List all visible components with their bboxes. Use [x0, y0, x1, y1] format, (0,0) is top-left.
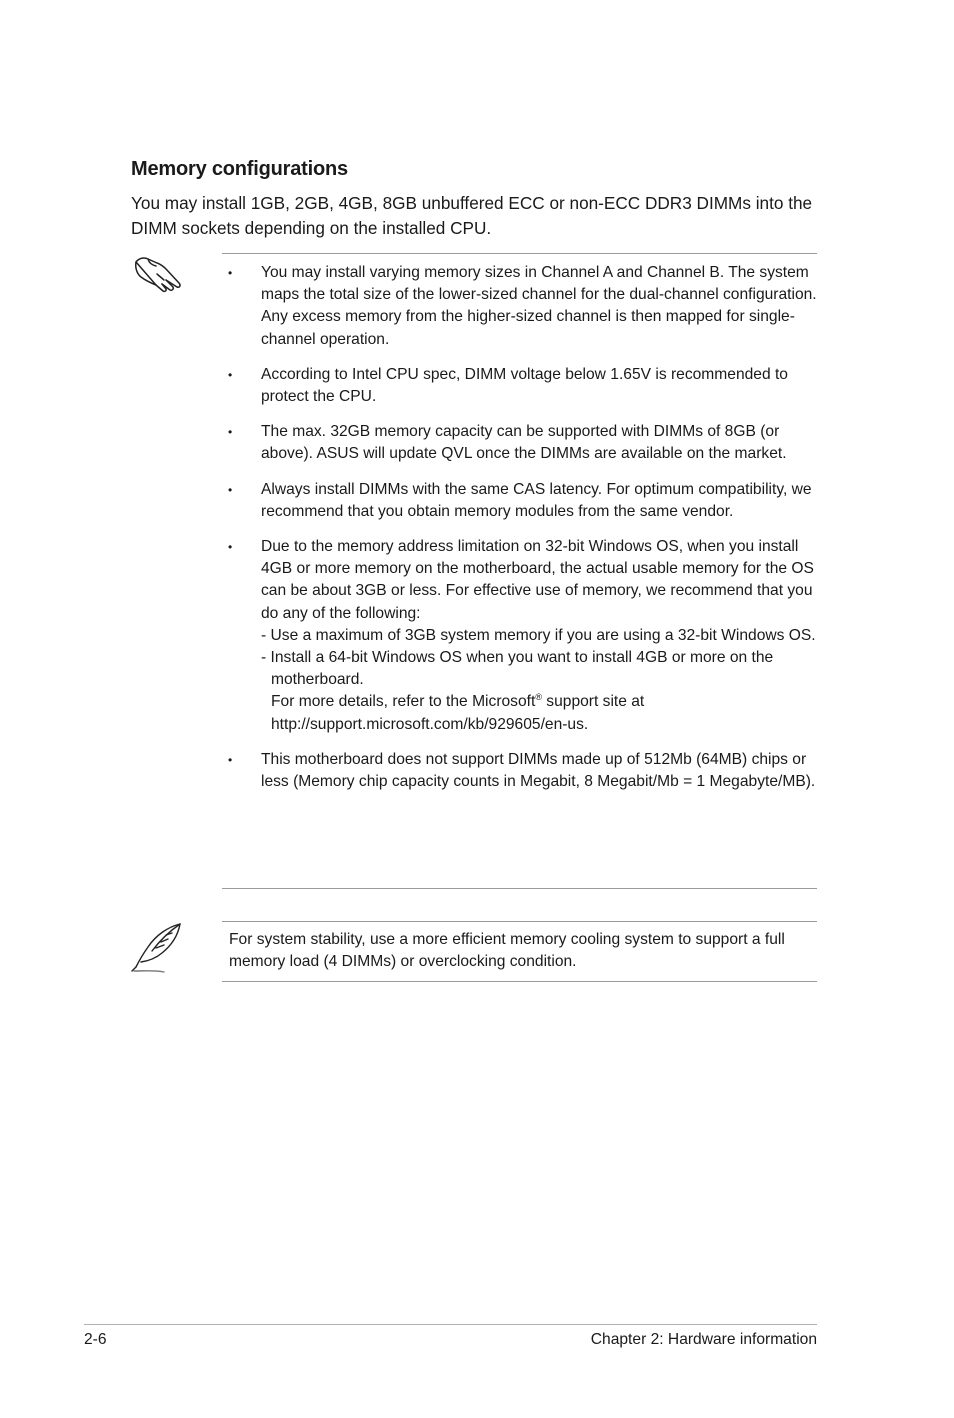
bullet: • [228, 482, 233, 497]
bullet: • [228, 540, 233, 555]
note-item [228, 364, 820, 408]
support-url: http://support.microsoft.com/kb/929605/en-us. [271, 715, 589, 733]
quill-pen-icon [128, 921, 186, 975]
note-top-rule [222, 253, 817, 254]
intro-paragraph: You may install 1GB, 2GB, 4GB, 8GB unbuffered ECC or non-ECC DDR3 DIMMs into the DIMM sockets depending on the installed CPU. [131, 193, 813, 238]
note-list [228, 262, 820, 806]
pointing-hand-icon [133, 253, 185, 295]
note-item-text: You may install varying memory sizes in Channel A and Channel B. The system maps the total size of the lower-sized channel for the dual-channel configuration. Any excess memory from the higher-sized channel is then mapped for single-channel operation. [261, 264, 817, 348]
note-item [228, 536, 820, 736]
note-item [228, 262, 820, 351]
note-item-text: According to Intel CPU spec, DIMM voltage below 1.65V is recommended to protect the CPU. [261, 365, 788, 406]
footer-rule [84, 1324, 817, 1325]
note-item-text: The max. 32GB memory capacity can be supported with DIMMs of 8GB (or above). ASUS will update QVL once the DIMMs are available on the market. [261, 423, 787, 463]
bullet: • [228, 367, 233, 382]
option-32bit: - Use a maximum of 3GB system memory if you are using a 32-bit Windows OS. [261, 626, 816, 644]
note-item [228, 479, 820, 523]
more-details-prefix: For more details, refer to the Microsoft [271, 693, 536, 711]
page-number: 2-6 [84, 1331, 107, 1348]
chapter-title: Chapter 2: Hardware information [590, 1331, 817, 1348]
tip-text: For system stability, use a more efficient memory cooling system to support a full memory load (4 DIMMs) or overclocking condition. [229, 931, 785, 971]
note-item-text: Due to the memory address limitation on 32-bit Windows OS, when you install 4GB or more memory on the motherboard, the actual usable memory for the OS can be about 3GB or less. For effective use of memory, we recommend that you do any of the following: [261, 538, 814, 622]
tip-bottom-rule [222, 981, 817, 982]
note-item [228, 421, 820, 465]
note-bottom-rule [222, 888, 817, 889]
note-item-text: This motherboard does not support DIMMs made up of 512Mb (64MB) chips or less (Memory chip capacity counts in Megabit, 8 Megabit/Mb = 1 Megabyte/MB). [261, 750, 816, 791]
note-item-text: Always install DIMMs with the same CAS latency. For optimum compatibility, we recommend that you obtain memory modules from the same vendor. [261, 480, 812, 520]
tip-top-rule [222, 921, 817, 922]
note-item [228, 749, 820, 793]
option-64bit-continued: motherboard. [271, 671, 364, 689]
registered-mark: ® [535, 692, 542, 703]
option-64bit: - Install a 64-bit Windows OS when you want to install 4GB or more on the [261, 649, 774, 667]
bullet: • [228, 425, 233, 440]
section-title: Memory configurations [131, 158, 348, 180]
bullet: • [228, 752, 233, 767]
more-details-line [261, 691, 820, 713]
bullet: • [228, 266, 233, 280]
more-details-suffix: support site at [541, 693, 645, 711]
